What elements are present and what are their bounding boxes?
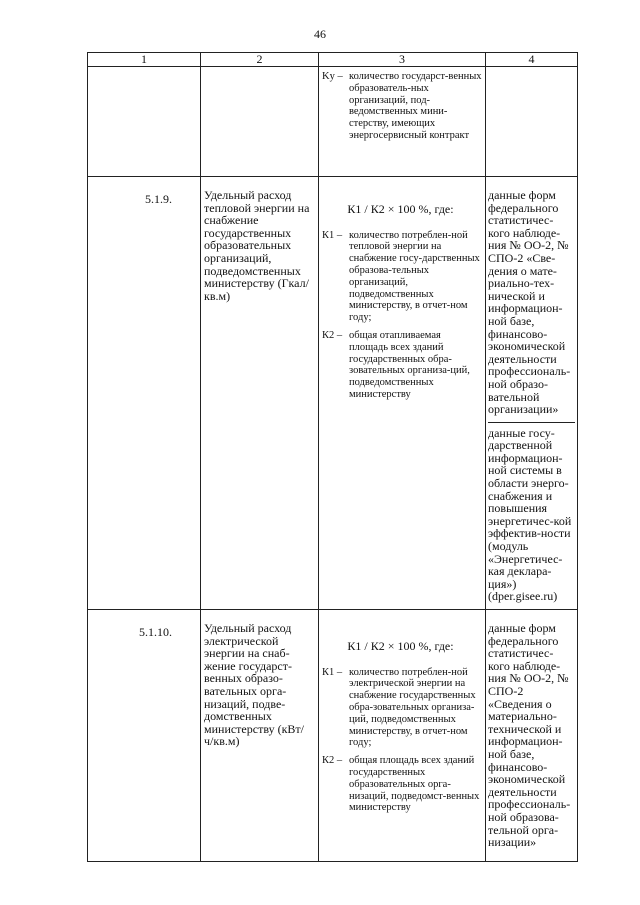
data-source-statistics: данные форм федерального статистичес-кого наблюде-ния № ОО-2, № СПО-2 «Све-дения о мате-риально-тех-нической и информацион-ной базе, финансово-экономической деятельности профессиональ-ной образо-вательной организации»: [488, 188, 571, 417]
definition-text: общая площадь всех зданий государственных образовательных орга-низаций, подведомст-венных министерству: [349, 755, 480, 814]
definition-symbol: К1 –: [322, 229, 343, 241]
data-source-statistics: данные форм федерального статистичес-кого наблюде-ния № ОО-2, № СПО-2 «Сведения о материально-технической и информацион-ной базе, финансово-экономической деятельности профессиональ-ной образова-тельной орга-низации»: [488, 621, 571, 850]
definition-symbol: Kу –: [322, 71, 343, 82]
table-header-row: [88, 53, 578, 67]
definition-k2: [319, 330, 482, 401]
definition-symbol: К2 –: [322, 329, 343, 341]
definition-symbol: К2 –: [322, 755, 343, 767]
definition-k2: [319, 755, 482, 814]
definition-k1: [319, 667, 482, 750]
data-source: [486, 177, 578, 610]
header-col-4: 4: [486, 53, 578, 67]
indicator-table: [87, 52, 578, 862]
formula: К1 / К2 × 100 %, где:: [347, 639, 454, 653]
table-row-5-1-9: [88, 177, 578, 610]
definition-k1: [319, 230, 482, 324]
definition-text: количество государст-венных образователь-ных организаций, под-ведомственных мини-стерству, имеющих энергосервисный контракт: [349, 71, 482, 141]
table-row-continuation: [88, 67, 578, 177]
indicator-number: 5.1.9.: [88, 177, 201, 610]
calculation-method: [319, 610, 486, 862]
table-row-5-1-10: [88, 610, 578, 862]
header-col-2: 2: [201, 53, 319, 67]
cell-method: [319, 67, 486, 177]
data-source: [486, 610, 578, 862]
calculation-method: [319, 177, 486, 610]
definition-text: количество потреблен-ной тепловой энергии на снабжение госу-дарственных образова-тельных организаций, подведомственных министерству, в отчет-ном году;: [349, 229, 480, 324]
cell-indicator: [201, 67, 319, 177]
source-divider: [488, 422, 575, 423]
cell-source: [486, 67, 578, 177]
indicator-number: 5.1.10.: [88, 610, 201, 862]
data-source-gisee: данные госу-дарственной информацион-ной системы в области энерго-снабжения и повышения энергетичес-кой эффектив-ности (модуль «Энергетичес-кая деклара-ция») (dper.gisee.ru): [488, 425, 572, 604]
formula: К1 / К2 × 100 %, где:: [347, 202, 454, 216]
header-col-1: 1: [88, 53, 201, 67]
header-col-3: 3: [319, 53, 486, 67]
definition-ky: [319, 71, 482, 142]
indicator-name: Удельный расход электрической энергии на снаб-жение государст-венных образо-вательных орга-низаций, подве-домственных министерству (кВт/ч/кв.м): [201, 610, 319, 862]
definition-text: общая отапливаемая площадь всех зданий государственных обра-зовательных организа-ций, подведомственных министерству: [349, 329, 470, 400]
page-number: 46: [314, 27, 326, 41]
indicator-name: Удельный расход тепловой энергии на снабжение государственных образовательных организаций, подведомственных министерству (Гкал/кв.м): [201, 177, 319, 610]
definition-symbol: К1 –: [322, 666, 343, 678]
cell-number: [88, 67, 201, 177]
definition-text: количество потреблен-ной электрической энергии на снабжение государственных обра-зовательных организа-ций, подведомственных министерству, в отчет-ном году;: [349, 666, 476, 749]
